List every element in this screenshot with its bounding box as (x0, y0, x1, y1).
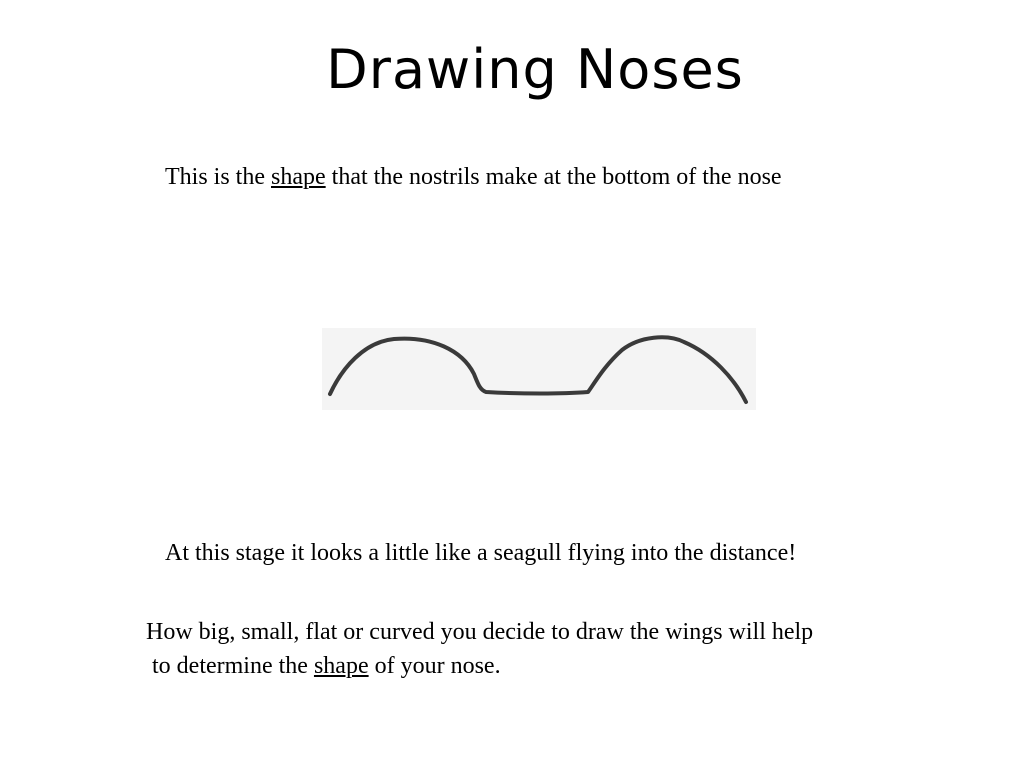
advice-text (146, 615, 813, 683)
nostril-sketch-image (322, 328, 756, 410)
intro-text (165, 160, 782, 194)
caption-text: At this stage it looks a little like a seagull flying into the distance! (165, 540, 797, 566)
nostril-wings-sketch-icon (322, 328, 756, 410)
nostril-outline (330, 337, 746, 402)
intro-after: that the nostrils make at the bottom of the nose (331, 164, 782, 190)
intro-emphasis-shape: shape (271, 164, 326, 190)
advice-emphasis-shape: shape (313, 653, 369, 679)
advice-line-2 (146, 649, 813, 683)
slide-title: Drawing Noses (326, 38, 744, 101)
advice-line-2-after: of your nose. (374, 653, 501, 679)
advice-line-2-before: to determine the (152, 653, 308, 679)
advice-line-1: How big, small, flat or curved you decide to draw the wings will help (146, 619, 814, 645)
intro-before: This is the (165, 164, 265, 190)
